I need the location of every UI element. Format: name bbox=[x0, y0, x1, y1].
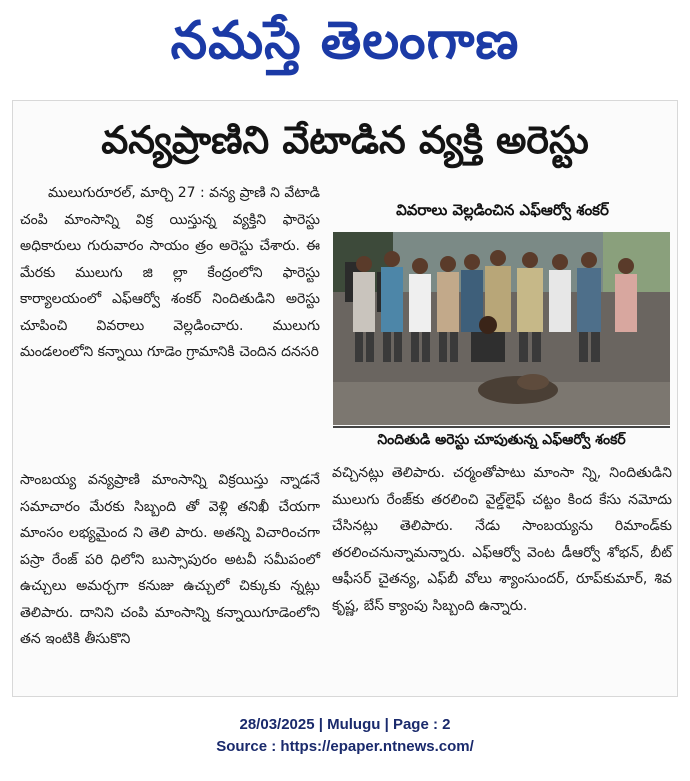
newspaper-masthead: నమస్తే తెలంగాణ bbox=[170, 11, 520, 71]
article-paragraph-1: ములుగురూరల్‌, మార్చి 27 : వన్య ప్రాణి ని వేటాడి చంపి మాంసాన్ని విక్ర యిస్తున్న వ్యక్తిని ఫారెస్టు అధికారులు గురువారం సాయం త్రం అరెస్టు చేశారు. ఈ మేరకు ములుగు జి ల్లా కేంద్రంలోని ఫారెస్టు కార్యాలయంలో ఎఫ్‌ఆర్వో శంకర్‌ నిందితుడిని అరెస్టు చూపించి వివరాలు వెల్లడించారు. ములుగు మండలంలోని కన్నాయి గూడెం గ్రామానికి చెందిన దనసరి bbox=[20, 185, 320, 360]
article-body-column-right bbox=[332, 460, 672, 619]
article-photo bbox=[333, 232, 670, 425]
photo-illustration bbox=[333, 232, 670, 425]
article-body-column-bottom-left bbox=[20, 467, 320, 653]
footer-source: Source : https://epaper.ntnews.com/ bbox=[216, 738, 474, 755]
article-body-column-left bbox=[20, 180, 320, 366]
clipping-footer bbox=[0, 714, 690, 758]
photo-caption-bottom: నిందితుడి అరెస్టు చూపుతున్న ఎఫ్‌ఆర్వో శంకర్ bbox=[333, 426, 670, 452]
article-paragraph-2: సాంబయ్య వన్యప్రాణి మాంసాన్ని విక్రయిస్తు న్నాడనే సమాచారం మేరకు సిబ్బంది తో వెళ్లి తనిఖీ చేయగా మాంసం లభ్యమైంద ని తెలి పారు. అతన్ని విచారించగా పస్రా రేంజ్‌ పరి ధిలోని బుస్సాపురం అటవీ సమీపంలో ఉచ్చులు అమర్చగా కనుజు ఉచ్చులో చిక్కుకు న్నట్లు తెలిపారు. దానిని చంపి మాంసాన్ని కన్నాయిగూడెంలోని తన ఇంటికి తీసుకొని bbox=[20, 472, 320, 647]
article-headline: వన్యప్రాణిని వేటాడిన వ్యక్తి అరెస్టు bbox=[101, 118, 589, 162]
footer-dateline: 28/03/2025 | Mulugu | Page : 2 bbox=[239, 716, 451, 733]
article-paragraph-3: వచ్చినట్లు తెలిపారు. చర్మంతోపాటు మాంసా న్ని, నిందితుడిని ములుగు రేంజ్‌కు తరలించి వైల్డ్‌లైఫ్‌ చట్టం కింద కేసు నమోదు చేసినట్లు తెలిపారు. నేడు సాంబయ్యను రిమాండ్‌కు తరలించనున్నామన్నారు. ఎఫ్‌ఆర్వో వెంట డీఆర్వో శోభన్‌, బీట్‌ ఆఫీసర్‌ చైతన్య, ఎఫ్‌బీ వోలు శ్యాంసుందర్‌, రూప్‌కుమార్‌, శివ కృష్ణ, బేస్‌ క్యాంపు సిబ్బంది ఉన్నారు. bbox=[332, 465, 672, 614]
photo-caption-top: వివరాలు వెల్లడించిన ఎఫ్‌ఆర్వో శంకర్ bbox=[396, 201, 609, 219]
